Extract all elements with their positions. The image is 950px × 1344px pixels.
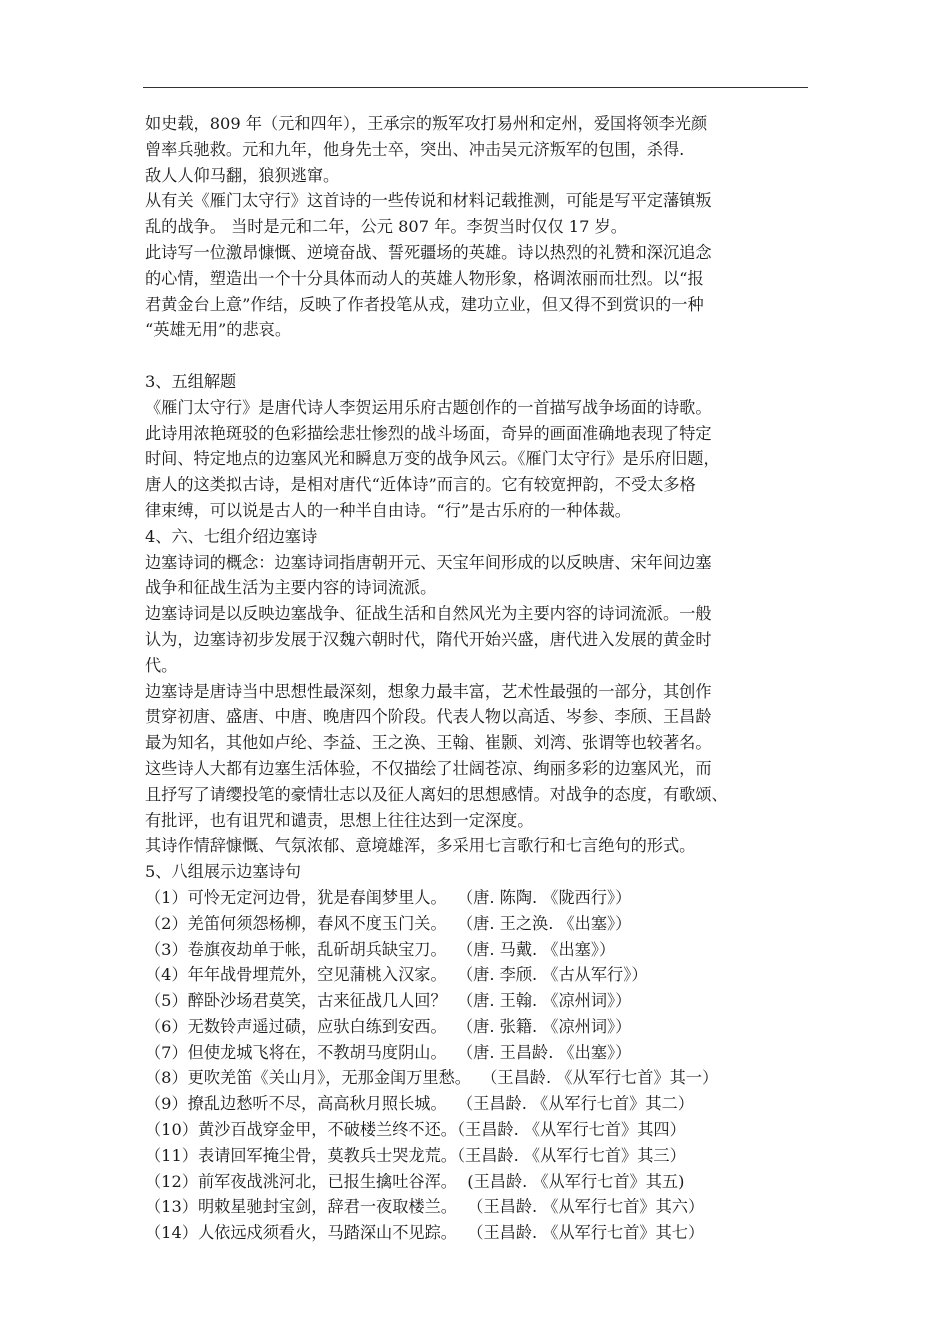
text-line: 君黄金台上意”作结，反映了作者投笔从戎，建功立业，但又得不到赏识的一种	[145, 294, 704, 314]
text-line: 这些诗人大都有边塞生活体验，不仅描绘了壮阔苍凉、绚丽多彩的边塞风光，而	[145, 758, 712, 778]
text-line: （5）醉卧沙场君莫笑，古来征战几人回？ （唐. 王翰. 《凉州词》）	[145, 991, 632, 1011]
text-line: 4、六、七组介绍边塞诗	[145, 526, 318, 546]
text-line: （11）表请回军掩尘骨，莫教兵士哭龙荒。（王昌龄. 《从军行七首》其三）	[145, 1145, 686, 1165]
text-line: 律束缚，可以说是古人的一种半自由诗。“行”是古乐府的一种体裁。	[145, 500, 631, 520]
text-line: 如史载，809 年（元和四年），王承宗的叛军攻打易州和定州，爱国将领李光颜	[145, 114, 708, 133]
text-line: 乱的战争。 当时是元和二年，公元 807 年。李贺当时仅仅 17 岁。	[145, 217, 627, 237]
text-line: 且抒写了请缨投笔的豪情壮志以及征人离妇的思想感情。对战争的态度，有歌颂、	[145, 784, 728, 804]
text-line: 边塞诗词的概念：边塞诗词指唐朝开元、天宝年间形成的以反映唐、宋年间边塞	[145, 552, 712, 572]
text-line: （1）可怜无定河边骨，犹是春闺梦里人。 （唐. 陈陶. 《陇西行》）	[145, 887, 632, 907]
text-line: 边塞诗是唐诗当中思想性最深刻，想象力最丰富，艺术性最强的一部分，其创作	[145, 681, 712, 701]
text-line: （4）年年战骨埋荒外，空见蒲桃入汉家。 （唐. 李颀. 《古从军行》）	[145, 965, 648, 985]
text-line: 敌人人仰马翻，狼狈逃窜。	[145, 165, 340, 185]
text-line: 有批评，也有诅咒和谴责，思想上往往达到一定深度。	[145, 810, 534, 830]
text-line: 其诗作情辞慷慨、气氛浓郁、意境雄浑，多采用七言歌行和七言绝句的形式。	[145, 836, 696, 856]
text-line: （13）明敕星驰封宝剑，辞君一夜取楼兰。 （王昌龄. 《从军行七首》其六）	[145, 1197, 705, 1217]
text-line: 《雁门太守行》是唐代诗人李贺运用乐府古题创作的一首描写战争场面的诗歌。	[145, 397, 712, 417]
text-line: （9）撩乱边愁听不尽，高高秋月照长城。 （王昌龄. 《从军行七首》其二）	[145, 1094, 694, 1114]
text-line: 时间、特定地点的边塞风光和瞬息万变的战争风云。《雁门太守行》是乐府旧题，	[145, 449, 720, 469]
text-line: 5、八组展示边塞诗句	[145, 862, 301, 882]
text-line: 此诗用浓艳斑驳的色彩描绘悲壮惨烈的战斗场面，奇异的画面准确地表现了特定	[145, 423, 712, 443]
text-line: 从有关《雁门太守行》这首诗的一些传说和材料记载推测，可能是写平定藩镇叛	[145, 191, 712, 211]
document-body	[145, 111, 813, 1246]
text-line: （10）黄沙百战穿金甲，不破楼兰终不还。（王昌龄. 《从军行七首》其四）	[145, 1120, 686, 1140]
header-rule	[143, 87, 808, 88]
text-line: “英雄无用”的悲哀。	[145, 320, 292, 340]
text-line: 代。	[145, 655, 178, 675]
text-line: 的心情，塑造出一个十分具体而动人的英雄人物形象，格调浓丽而壮烈。以“报	[145, 268, 704, 288]
text-line: 认为，边塞诗初步发展于汉魏六朝时代，隋代开始兴盛，唐代进入发展的黄金时	[145, 629, 712, 649]
text-line: 最为知名，其他如卢纶、李益、王之涣、王翰、崔颢、刘湾、张谓等也较著名。	[145, 733, 712, 753]
text-line: 3、五组解题	[145, 371, 237, 391]
text-line: （7）但使龙城飞将在，不教胡马度阴山。 （唐. 王昌龄. 《出塞》）	[145, 1042, 632, 1062]
text-line: （8）更吹羌笛《关山月》，无那金闺万里愁。 （王昌龄. 《从军行七首》其一）	[145, 1068, 719, 1088]
text-line: （6）无数铃声遥过碛，应驮白练到安西。 （唐. 张籍. 《凉州词》）	[145, 1016, 632, 1036]
text-line: （12）前军夜战洮河北，已报生擒吐谷浑。 (王昌龄. 《从军行七首》其五)	[145, 1171, 685, 1191]
text-line: 贯穿初唐、盛唐、中唐、晚唐四个阶段。代表人物以高适、岑参、李颀、王昌龄	[145, 707, 712, 727]
text-line: 唐人的这类拟古诗，是相对唐代“近体诗”而言的。它有较宽押韵，不受太多格	[145, 475, 696, 495]
text-line: （2）羌笛何须怨杨柳，春风不度玉门关。 （唐. 王之涣. 《出塞》）	[145, 913, 632, 933]
text-line: 战争和征战生活为主要内容的诗词流派。	[145, 578, 437, 598]
blank-line	[145, 343, 813, 369]
text-line: 此诗写一位激昂慷慨、逆境奋战、誓死疆场的英雄。诗以热烈的礼赞和深沉追念	[145, 242, 712, 262]
text-line: 边塞诗词是以反映边塞战争、征战生活和自然风光为主要内容的诗词流派。一般	[145, 604, 712, 624]
text-line: 曾率兵驰救。元和九年，他身先士卒，突出、冲击吴元济叛军的包围，杀得.	[145, 139, 685, 159]
text-line: （14）人依远戍须看火，马踏深山不见踪。 （王昌龄. 《从军行七首》其七）	[145, 1223, 705, 1243]
text-line: （3）卷旗夜劫单于帐，乱斫胡兵缺宝刀。 （唐. 马戴. 《出塞》）	[145, 939, 616, 959]
